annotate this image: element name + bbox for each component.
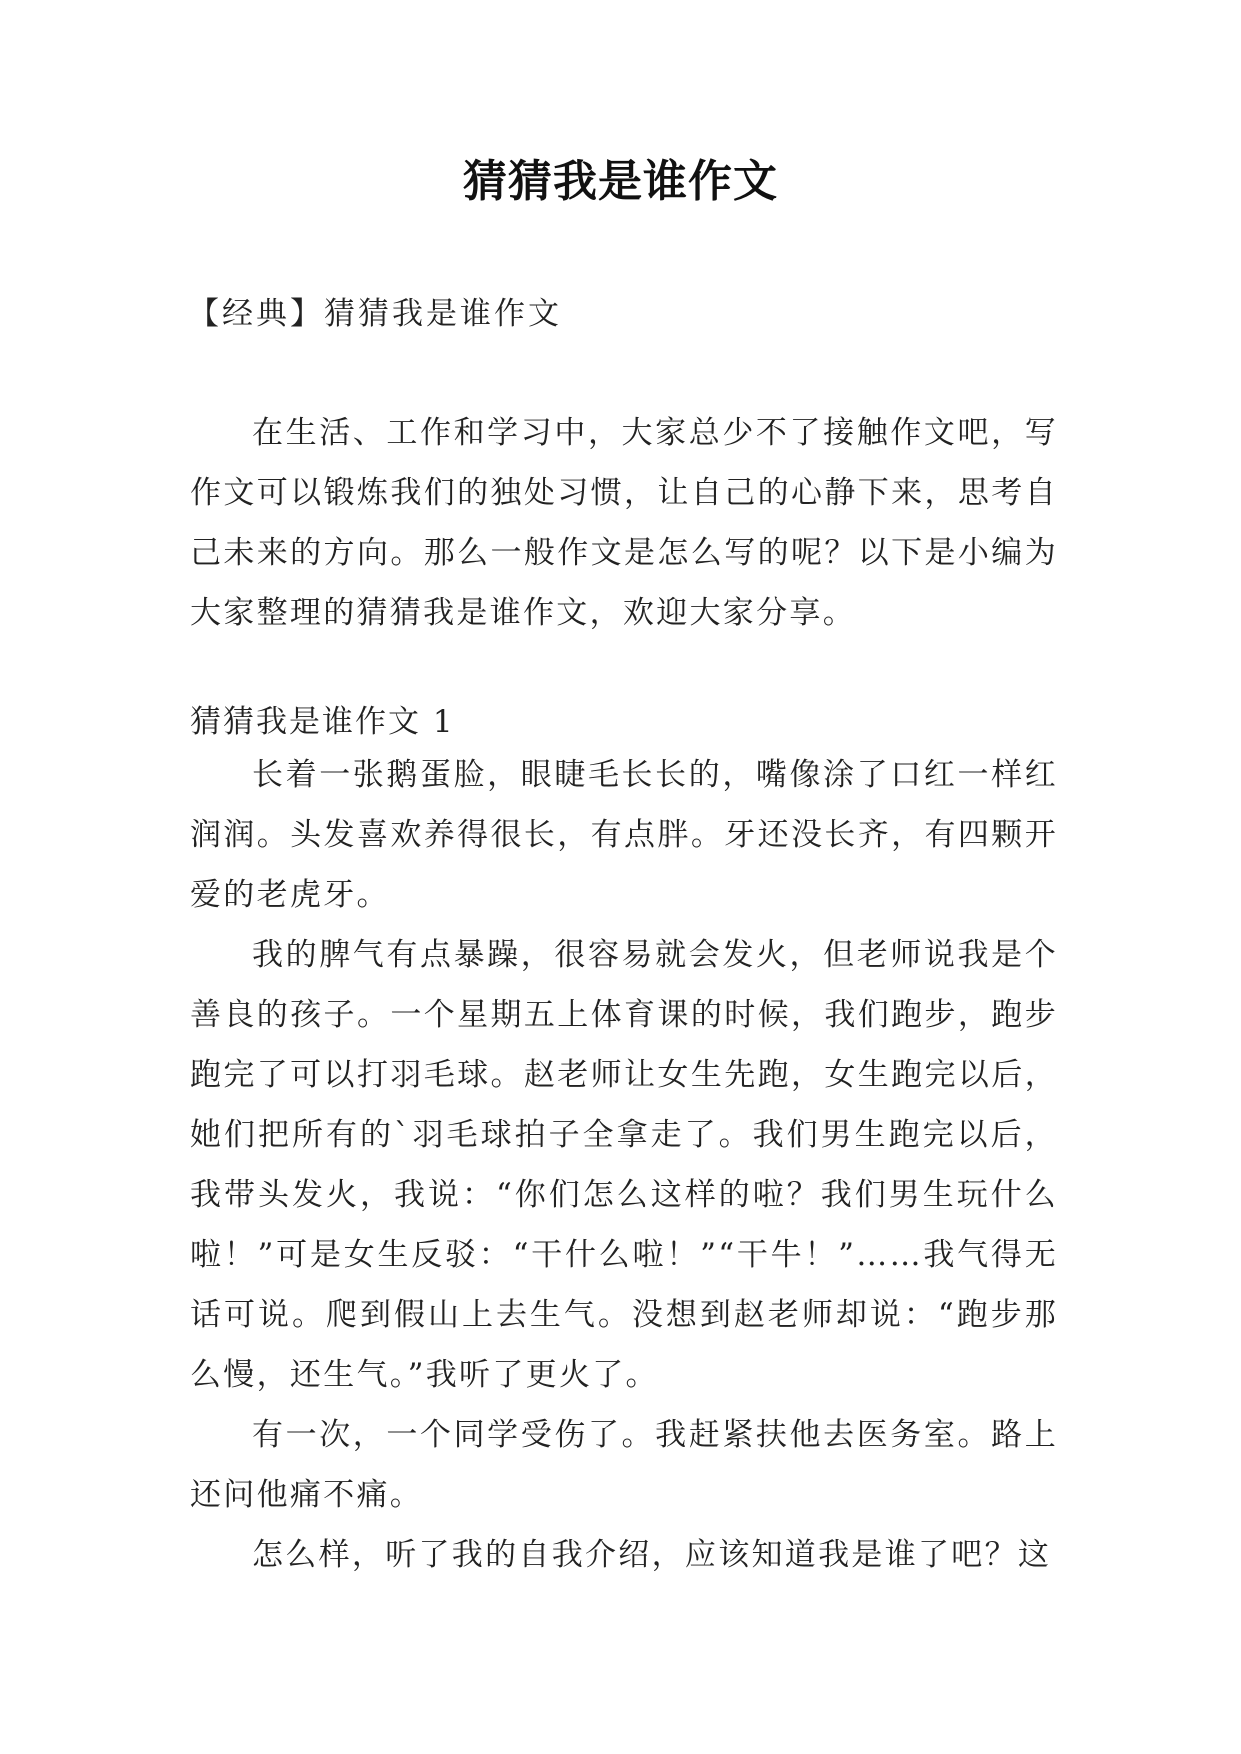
document-subtitle: 【经典】猜猜我是谁作文	[188, 296, 562, 332]
essay-paragraph-2: 我的脾气有点暴躁，很容易就会发火，但老师说我是个善良的孩子。一个星期五上体育课的时候，我们跑步，跑步跑完了可以打羽毛球。赵老师让女生先跑，女生跑完以后，她们把所有的`羽毛球拍子全拿走了。我们男生跑完以后，我带头发火，我说：“你们怎么这样的啦？我们男生玩什么啦！”可是女生反驳：“干什么啦！”“干牛！”……我气得无话可说。爬到假山上去生气。没想到赵老师却说：“跑步那么慢，还生气。”我听了更火了。	[190, 937, 1058, 1393]
essay-paragraph-3: 有一次，一个同学受伤了。我赶紧扶他去医务室。路上还问他痛不痛。	[190, 1417, 1058, 1513]
intro-block	[190, 403, 1058, 643]
intro-paragraph: 在生活、工作和学习中，大家总少不了接触作文吧，写作文可以锻炼我们的独处习惯，让自己的心静下来，思考自己未来的方向。那么一般作文是怎么写的呢？以下是小编为大家整理的猜猜我是谁作文，欢迎大家分享。	[190, 415, 1058, 631]
document-title: 猜猜我是谁作文	[463, 156, 778, 207]
section-heading: 猜猜我是谁作文 1	[190, 704, 455, 740]
essay-paragraph-1: 长着一张鹅蛋脸，眼睫毛长长的，嘴像涂了口红一样红润润。头发喜欢养得很长，有点胖。牙还没长齐，有四颗开爱的老虎牙。	[190, 757, 1058, 913]
essay-body	[190, 745, 1058, 1585]
essay-paragraph-4: 怎么样，听了我的自我介绍，应该知道我是谁了吧？这	[252, 1537, 1052, 1573]
